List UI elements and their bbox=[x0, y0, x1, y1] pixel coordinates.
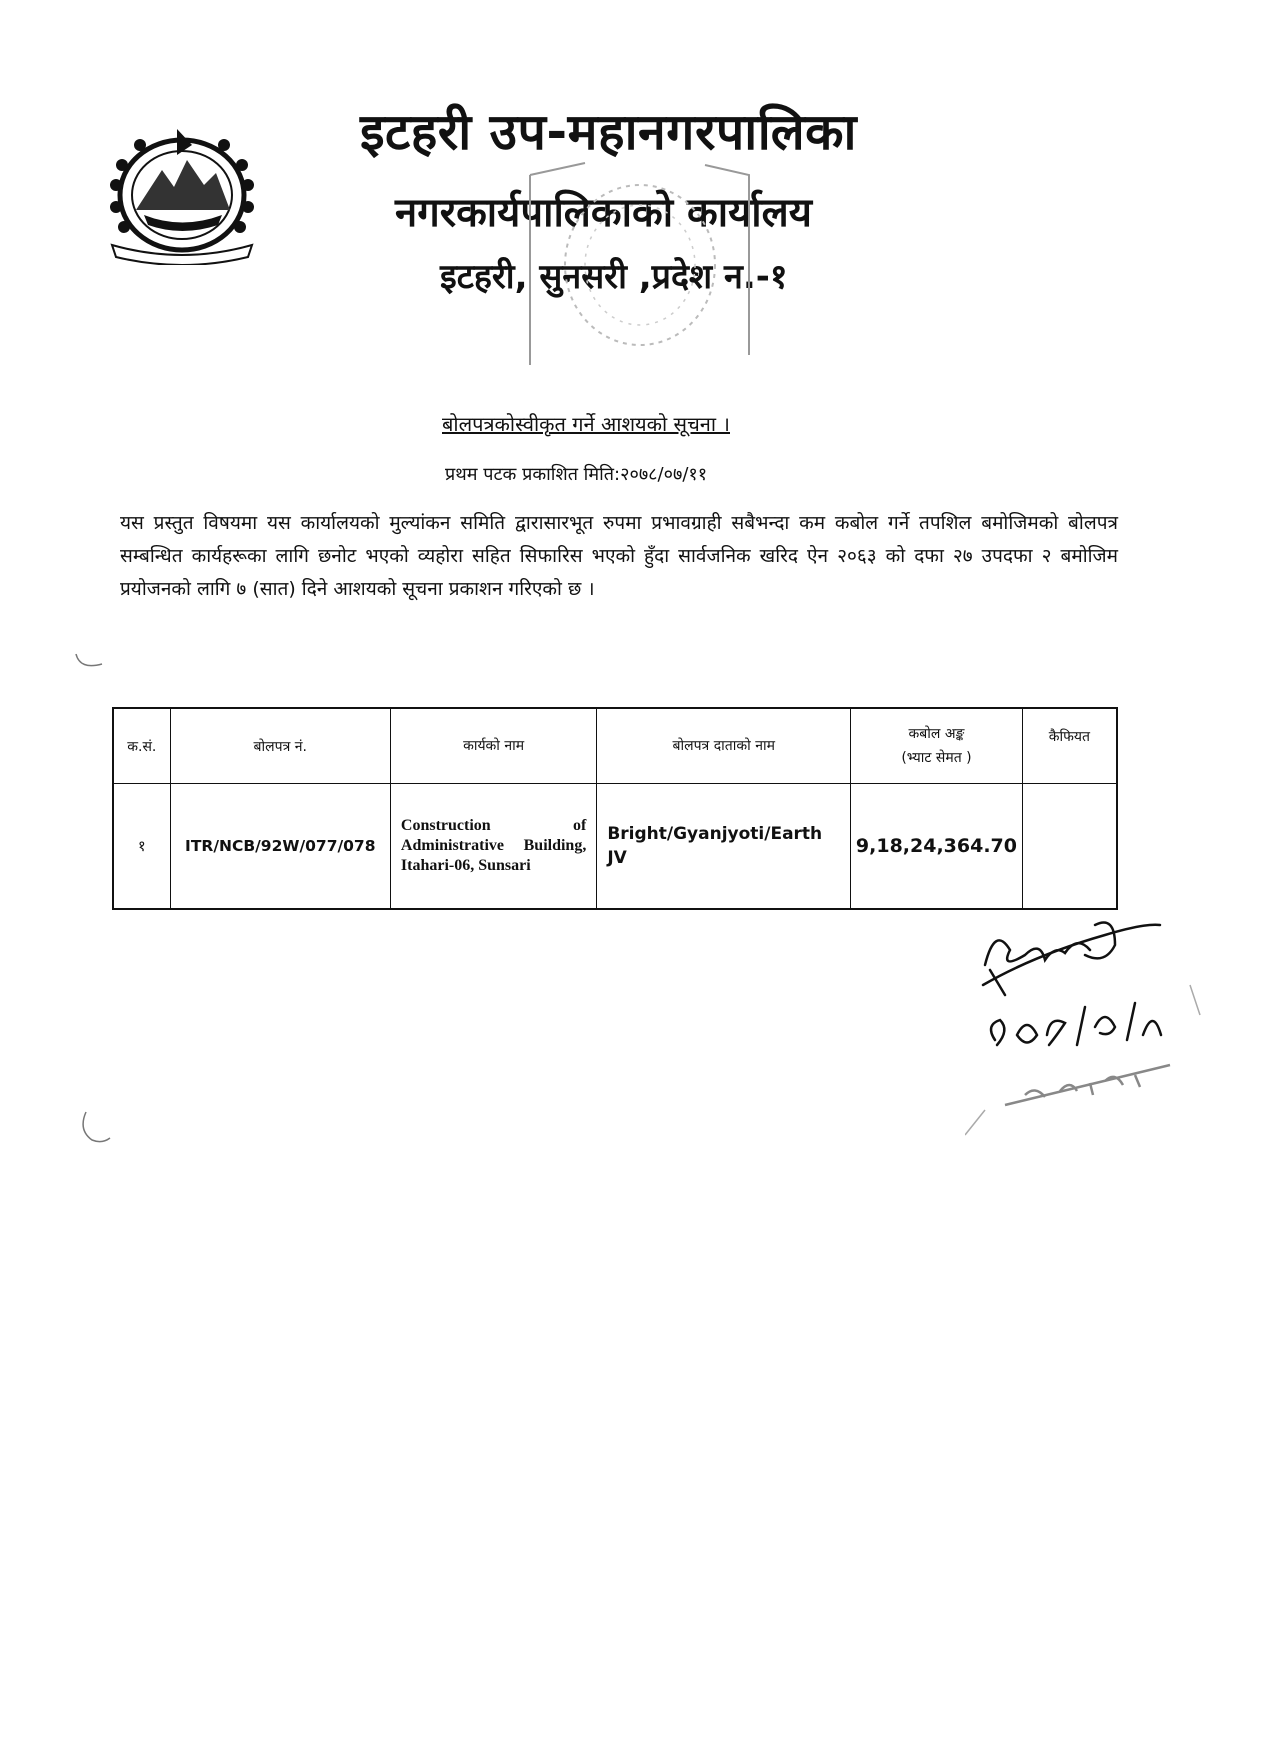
cell-remarks bbox=[1022, 784, 1117, 910]
cell-amount: 9,18,24,364.70 bbox=[851, 784, 1023, 910]
notice-body: यस प्रस्तुत विषयमा यस कार्यालयको मुल्यांकन समिति द्वारासारभूत रुपमा प्रभावग्राही सबैभन्दा कम कबोल गर्ने तपशिल बमोजिमको बोलपत्र सम्बन्धित कार्यहरूका लागि छनोट भएको व्यहोरा सहित सिफारिस भएको हुँदा सार्वजनिक खरिद ऐन २०६३ को दफा २७ उपदफा २ बमोजिम प्रयोजनको लागि ७ (सात) दिने आशयको सूचना प्रकाशन गरिएको छ । bbox=[120, 512, 1118, 600]
punch-hole-mark bbox=[80, 1110, 114, 1144]
col-header-amount bbox=[851, 708, 1023, 784]
bid-award-table bbox=[112, 707, 1118, 910]
municipality-title: इटहरी उप-महानगरपालिका bbox=[360, 103, 857, 161]
table-row bbox=[113, 784, 1117, 910]
notice-title: बोलपत्रकोस्वीकृत गर्ने आशयको सूचना । bbox=[442, 412, 730, 436]
office-address: इटहरी, सुनसरी ,प्रदेश न.-१ bbox=[440, 257, 788, 297]
col-header-bid-no: बोलपत्र नं. bbox=[170, 708, 390, 784]
cell-sn: १ bbox=[113, 784, 170, 910]
col-header-bidder: बोलपत्र दाताको नाम bbox=[597, 708, 851, 784]
cell-bidder-name: Bright/Gyanjyoti/Earth JV bbox=[597, 784, 851, 910]
office-subtitle: नगरकार्यपालिकाको कार्यालय bbox=[395, 190, 812, 236]
published-date: प्रथम पटक प्रकाशित मिति:२०७८/०७/११ bbox=[445, 464, 708, 485]
table-header-row bbox=[113, 708, 1117, 784]
cell-bid-no: ITR/NCB/92W/077/078 bbox=[170, 784, 390, 910]
cell-work-name: Construction of Administrative Building, Itahari-06, Sunsari bbox=[390, 784, 596, 910]
col-header-amount-line2: (भ्याट सेमत ) bbox=[901, 750, 972, 766]
handwritten-signature bbox=[965, 895, 1205, 1155]
col-header-remarks: कैफियत bbox=[1022, 708, 1117, 784]
col-header-amount-line1: कबोल अङ्क bbox=[908, 726, 965, 742]
col-header-work: कार्यको नाम bbox=[390, 708, 596, 784]
nepal-emblem-icon bbox=[92, 115, 272, 265]
office-seal-stamp bbox=[525, 155, 755, 380]
punch-hole-mark bbox=[72, 640, 106, 674]
col-header-sn: क.सं. bbox=[113, 708, 170, 784]
